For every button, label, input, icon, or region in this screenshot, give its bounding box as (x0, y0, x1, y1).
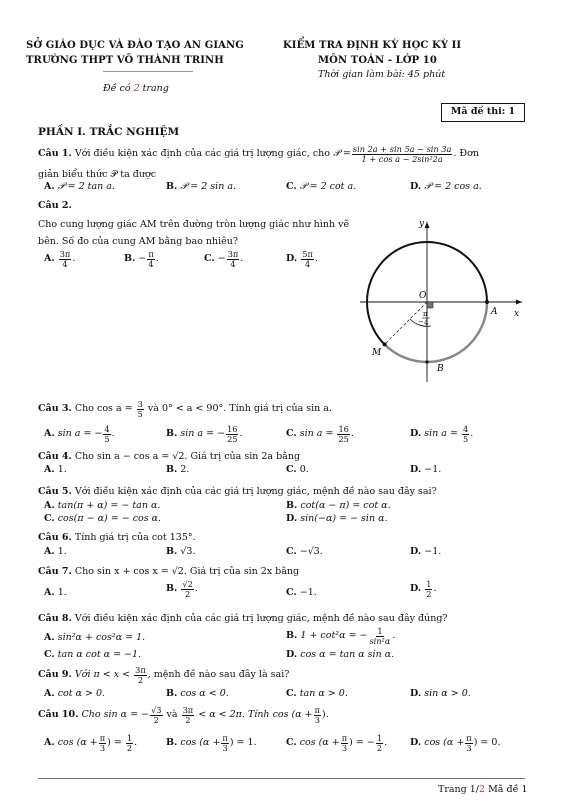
label-a: A (491, 307, 498, 317)
q2-c-num: 3π (227, 249, 239, 259)
q3-d-num: 4 (462, 424, 469, 434)
q8-option-d (286, 650, 394, 661)
q10-d-pfrac (465, 734, 472, 752)
q10-b-label: B. (166, 736, 178, 748)
q7-option-b: B. $\frac{√2}{2}$ . (166, 579, 198, 599)
q6-b-text: √3. (180, 546, 196, 557)
q8-d-label: D. (286, 649, 298, 660)
q3-c-pre: sin a = (299, 427, 334, 439)
q6-b-label: B. (166, 546, 178, 557)
question-9 (38, 666, 289, 684)
q10-c-d: 2 (376, 742, 383, 753)
q9-option-b (166, 689, 229, 700)
q2-d-label: D. (286, 252, 298, 264)
q7-option-c (286, 588, 317, 599)
q9-c-text: tan α > 0. (299, 688, 348, 699)
q7-d-den: 2 (426, 588, 432, 599)
q10-n2: 3π (182, 705, 194, 715)
q6-option-b (166, 547, 196, 558)
q7-c-text: −1. (299, 587, 317, 598)
q6-option-a (44, 547, 67, 558)
page-footer (438, 785, 527, 796)
school-name: TRƯỜNG THPT VÕ THÀNH TRINH (26, 55, 224, 66)
label-b: B (437, 364, 444, 374)
q10-a-pre: cos (α + (57, 736, 98, 748)
question-5 (38, 487, 437, 498)
q10-c-mid: ) = − (349, 736, 375, 748)
q2-option-d (286, 250, 318, 268)
q4-a-text: 1. (57, 464, 67, 475)
q10-c-pd: 3 (341, 742, 348, 753)
q5-b-text: cot(α − π) = cot α. (300, 500, 391, 511)
q10-n3: π (314, 705, 321, 715)
q9-option-c (286, 689, 348, 700)
angle-num: π (423, 310, 428, 318)
q1-symbol: 𝒫 (333, 147, 340, 159)
q2-c-pre: − (217, 252, 226, 264)
q1-b-text: 𝒫 = 2 sin a. (180, 181, 237, 192)
q10-b-pd: 3 (222, 742, 228, 753)
q10-option-d (410, 734, 500, 752)
q5-option-c (44, 514, 161, 525)
q8-c-label: C. (44, 649, 55, 660)
q10-c-pfrac (341, 734, 348, 752)
q3-option-a: A. sin a = − $\frac{4}{5}$ . (44, 424, 115, 444)
q7-a-text: 1. (57, 587, 67, 598)
q8-b-frac (368, 627, 391, 645)
q5-c-label: C. (44, 513, 55, 524)
q3-c-frac (337, 425, 349, 443)
q3-d-pre: sin a = (424, 427, 458, 439)
q5-d-text: sin(−α) = − sin α. (300, 513, 388, 524)
q6-a-text: 1. (57, 546, 67, 557)
q9-b-label: B. (166, 688, 178, 699)
q2-a-den: 4 (62, 258, 68, 269)
q4-c-text: 0. (299, 464, 309, 475)
label-x: x (514, 309, 520, 319)
q10-option-c: C. cos (α + $\frac{\pi}{3}$ ) = − $\frac{1}{2}$ . (286, 733, 388, 753)
exam-code-box: Mã đề thi: 1 (441, 103, 525, 122)
q4-text: Cho sin a − cos a = √2. Giá trị của sin 2a bằng (74, 451, 301, 462)
footer-prefix: Trang 1/ (438, 784, 480, 795)
q10-a-mid: ) = (107, 736, 122, 748)
q8-text: Với điều kiện xác định của các giá trị lượng giác, mệnh đề nào sau đây đúng? (74, 613, 448, 624)
q3-option-d: D. sin a = $\frac{4}{5}$ . (410, 424, 474, 444)
q10-label: Câu 10. (38, 708, 79, 720)
q10-a-pn: π (99, 733, 106, 743)
q2-c-post: . (240, 252, 244, 264)
q6-d-text: −1. (424, 546, 442, 557)
q2-b-frac (147, 250, 154, 268)
q2-b-label: B. (124, 252, 136, 264)
q1-d-label: D. (410, 181, 422, 192)
q3-a-label: A. (44, 427, 55, 439)
q8-option-c (44, 650, 141, 661)
angle-sign: − (418, 318, 424, 326)
q10-t3: < α < 2π. Tính cos (198, 708, 289, 720)
q8-option-b: B. 1 + cot²α = − $\frac{1}{\text{sin²α}}$ . (286, 626, 396, 646)
q9-c-label: C. (286, 688, 297, 699)
q3-b-frac (226, 425, 238, 443)
q3-a-num: 4 (104, 424, 110, 434)
q6-text: Tính giá trị của cot 135°. (74, 532, 196, 543)
q10-a-frac (126, 734, 133, 752)
q1-d-text: 𝒫 = 2 cos a. (424, 181, 482, 192)
q1-text-b: . Đơn (453, 147, 479, 159)
q5-a-label: A. (44, 500, 55, 511)
q10-d3: 3 (314, 714, 320, 725)
q9-d-label: D. (410, 688, 422, 699)
q10-c-label: C. (286, 736, 297, 748)
q4-option-d (410, 465, 441, 476)
q6-c-text: −√3. (299, 546, 323, 557)
time-limit: Thời gian làm bài: 45 phút (318, 69, 446, 80)
q1-text: Với điều kiện xác định của các giá trị lượng giác, cho (74, 147, 330, 159)
q2-d-post: . (314, 252, 318, 264)
q10-c-frac (376, 734, 383, 752)
q9-d-text: sin α > 0. (424, 688, 471, 699)
footer-rule (38, 778, 525, 779)
q10-c-pn: π (341, 733, 348, 743)
q4-c-label: C. (286, 464, 297, 475)
section-title: PHẦN I. TRẮC NGHIỆM (38, 126, 180, 138)
page-count-note (103, 84, 169, 95)
q9-den: 2 (137, 674, 144, 685)
q9-option-a (44, 689, 105, 700)
q10-n1: √3 (151, 705, 162, 715)
point-b (425, 360, 428, 363)
q10-b-pre: cos (α + (180, 736, 221, 748)
q1-eq: = (342, 147, 351, 159)
q9-t2: , mệnh đề nào sau đây là sai? (147, 668, 290, 680)
q3-a-frac (103, 425, 110, 443)
y-axis-arrow (425, 222, 430, 228)
q3-t1: Cho cos a = (74, 402, 133, 414)
q7-d-label: D. (410, 582, 422, 594)
question-6 (38, 533, 196, 544)
q7-d-num: 1 (426, 579, 432, 589)
q1-option-a (44, 182, 115, 193)
q10-d-label: D. (410, 736, 422, 748)
q2-option-c (204, 250, 243, 268)
q7-b-frac (181, 580, 193, 598)
q10-c-n: 1 (376, 733, 383, 743)
footer-suffix: Mã đề 1 (485, 784, 528, 795)
q4-b-text: 2. (180, 464, 190, 475)
q3-option-b: B. sin a = − $\frac{16}{25}$ . (166, 424, 243, 444)
q10-frac-1 (150, 706, 162, 724)
q3-option-c: C. sin a = $\frac{16}{25}$ . (286, 424, 354, 444)
q2-line1: Cho cung lượng giác AM trên đường tròn lượng giác như hình vẽ (38, 219, 350, 230)
q2-c-label: C. (204, 252, 215, 264)
q1-a-text: 𝒫 = 2 tan a. (57, 181, 115, 192)
q10-a-pfrac (99, 734, 106, 752)
q10-d-mid: ) = 0. (473, 736, 501, 748)
q1-label: Câu 1. (38, 147, 72, 159)
q5-c-text: cos(π − α) = − cos α. (57, 513, 162, 524)
q5-a-text: tan(π + α) = − tan α. (57, 500, 161, 511)
q10-d-pn: π (466, 733, 472, 743)
q10-option-a: A. cos (α + $\frac{\pi}{3}$ ) = $\frac{1}{2}$ . (44, 733, 138, 753)
q7-b-num: √2 (182, 579, 193, 589)
q2-d-frac (301, 250, 314, 268)
q8-b-pre: 1 + cot²α = − (300, 629, 368, 641)
label-o: O (419, 291, 427, 301)
q7-label: Câu 7. (38, 566, 72, 577)
q7-c-label: C. (286, 587, 297, 598)
q3-label: Câu 3. (38, 402, 72, 414)
q8-c-text: tan α cot α = −1. (57, 649, 142, 660)
unit-circle-figure (360, 212, 530, 382)
arc-am (385, 302, 487, 362)
question-4 (38, 452, 300, 463)
question-3 (38, 400, 332, 418)
q3-c-label: C. (286, 427, 297, 439)
origin-marker (427, 302, 433, 308)
q3-frac (137, 400, 144, 418)
q10-t2: và (166, 708, 178, 720)
q5-option-d (286, 514, 388, 525)
q9-frac (134, 666, 147, 684)
q1-option-c (286, 182, 356, 193)
dept-name: SỞ GIÁO DỤC VÀ ĐÀO TẠO AN GIANG (26, 40, 244, 51)
q1-c-text: 𝒫 = 2 cot a. (299, 181, 357, 192)
q3-t2: và 0° < a < 90°. Tính giá trị của sin a. (147, 402, 332, 414)
q3-c-den: 25 (338, 433, 349, 444)
q7-option-a (44, 588, 67, 599)
q10-option-b (166, 734, 257, 752)
q3-b-den: 25 (227, 433, 238, 444)
q4-option-b (166, 465, 189, 476)
q8-b-num: 1 (377, 626, 383, 636)
q7-option-d: D. $\frac{1}{2}$ . (410, 579, 437, 599)
q2-a-label: A. (44, 252, 55, 264)
q9-t1: Với π < x < (74, 668, 131, 680)
q4-d-label: D. (410, 464, 422, 475)
q4-a-label: A. (44, 464, 55, 475)
q10-b-pfrac (221, 734, 228, 752)
q10-t1: Cho sin α = − (81, 708, 150, 720)
q10-b-mid: ) = 1. (229, 736, 257, 748)
q10-d-pd: 3 (466, 742, 472, 753)
q10-frac-3 (314, 706, 321, 724)
q4-d-text: −1. (424, 464, 442, 475)
pages-count: 2 (133, 83, 140, 94)
q5-text: Với điều kiện xác định của các giá trị lượng giác, mệnh đề nào sau đây sai? (74, 486, 437, 497)
q2-c-den: 4 (230, 258, 236, 269)
q8-d-text: cos α = tan α sin α. (300, 649, 395, 660)
q8-label: Câu 8. (38, 613, 72, 624)
pages-suffix: trang (139, 83, 169, 94)
q4-label: Câu 4. (38, 451, 72, 462)
q10-c-pre: cos (α + (299, 736, 340, 748)
q6-c-label: C. (286, 546, 297, 557)
q5-b-label: B. (286, 500, 298, 511)
q10-d-pre: cos (α + (424, 736, 465, 748)
pages-prefix: Đề có (103, 83, 134, 94)
q2-option-b (124, 250, 159, 268)
question-7 (38, 567, 299, 578)
q6-label: Câu 6. (38, 532, 72, 543)
q8-b-label: B. (286, 629, 298, 641)
q2-a-post: . (72, 252, 76, 264)
q5-option-b (286, 501, 391, 512)
q4-option-c (286, 465, 309, 476)
q1-c-label: C. (286, 181, 297, 192)
x-axis-arrow (516, 300, 522, 305)
q8-option-a (44, 633, 145, 644)
q8-a-label: A. (44, 632, 55, 643)
question-8 (38, 614, 448, 625)
q10-frac-2 (182, 706, 195, 724)
q4-option-a (44, 465, 67, 476)
q2-label: Câu 2. (38, 200, 72, 211)
q3-a-pre: sin a = − (57, 427, 103, 439)
q2-d-num: 5π (302, 249, 313, 259)
q3-a-den: 5 (104, 433, 110, 444)
exam-title: KIỂM TRA ĐỊNH KỲ HỌC KỲ II (283, 40, 462, 51)
header-rule-left (103, 71, 193, 72)
q3-b-pre: sin a = − (180, 427, 226, 439)
q2-b-den: 4 (148, 258, 154, 269)
q8-a-text: sin²α + cos²α = 1. (57, 632, 146, 643)
q3-num: 3 (137, 399, 143, 409)
q6-d-label: D. (410, 546, 422, 557)
q1-num: sin 2a + sin 5a − sin 3a (352, 144, 452, 154)
q10-t5: ). (322, 708, 329, 720)
q7-b-den: 2 (184, 588, 191, 599)
q6-option-c (286, 547, 323, 558)
q7-b-label: B. (166, 582, 178, 594)
q3-den: 5 (137, 408, 143, 419)
q10-b-pn: π (222, 733, 228, 743)
q2-d-den: 4 (304, 258, 311, 269)
q5-d-label: D. (286, 513, 298, 524)
q3-d-label: D. (410, 427, 422, 439)
q1-a-label: A. (44, 181, 55, 192)
q2-b-post: . (155, 252, 159, 264)
q4-b-label: B. (166, 464, 178, 475)
q10-d2: 2 (185, 714, 191, 725)
q2-line2: bên. Số đo của cung AM bằng bao nhiêu? (38, 236, 238, 247)
q1-fraction (352, 145, 453, 163)
q1-b-label: B. (166, 181, 178, 192)
q9-a-text: cot α > 0. (57, 688, 106, 699)
q10-t4: (α + (291, 708, 313, 720)
q3-d-den: 5 (462, 433, 469, 444)
q9-label: Câu 9. (38, 668, 72, 680)
footer-total: 2 (479, 784, 486, 795)
label-m: M (372, 348, 382, 358)
q7-a-label: A. (44, 587, 55, 598)
q9-b-text: cos α < 0. (180, 688, 229, 699)
q10-a-d: 2 (126, 742, 133, 753)
q1-line2: giản biểu thức 𝒫 ta được (38, 169, 157, 180)
q2-b-pre: − (138, 252, 147, 264)
point-m (383, 342, 387, 346)
q9-option-d (410, 689, 471, 700)
q2-c-frac (227, 250, 240, 268)
q3-b-label: B. (166, 427, 178, 439)
q2-a-frac (59, 250, 72, 268)
q1-option-b (166, 182, 236, 193)
subject-title: MÔN TOÁN - LỚP 10 (318, 55, 437, 66)
point-a (485, 300, 489, 304)
q7-text: Cho sin x + cos x = √2. Giá trị của sin 2x bằng (74, 566, 300, 577)
label-y: y (419, 219, 425, 229)
q2-b-num: π (148, 249, 154, 259)
q5-label: Câu 5. (38, 486, 72, 497)
question-1 (38, 145, 479, 163)
question-10 (38, 706, 329, 724)
q3-c-num: 16 (338, 424, 349, 434)
q7-d-frac (425, 580, 432, 598)
q1-den: 1 + cos a − 2sin²2a (361, 153, 443, 164)
q2-a-num: 3π (59, 249, 71, 259)
q9-num: 3π (135, 665, 146, 675)
q3-d-frac (462, 425, 469, 443)
q8-b-den: sin²α (369, 635, 391, 646)
q6-a-label: A. (44, 546, 55, 557)
q10-a-n: 1 (126, 733, 133, 743)
angle-den: 4 (424, 319, 429, 327)
q10-a-label: A. (44, 736, 55, 748)
q1-option-d (410, 182, 482, 193)
q10-a-pd: 3 (99, 742, 106, 753)
q10-d1: 2 (153, 714, 159, 725)
q2-option-a (44, 250, 75, 268)
q6-option-d (410, 547, 441, 558)
q9-a-label: A. (44, 688, 55, 699)
q3-b-num: 16 (227, 424, 238, 434)
q5-option-a (44, 501, 160, 512)
